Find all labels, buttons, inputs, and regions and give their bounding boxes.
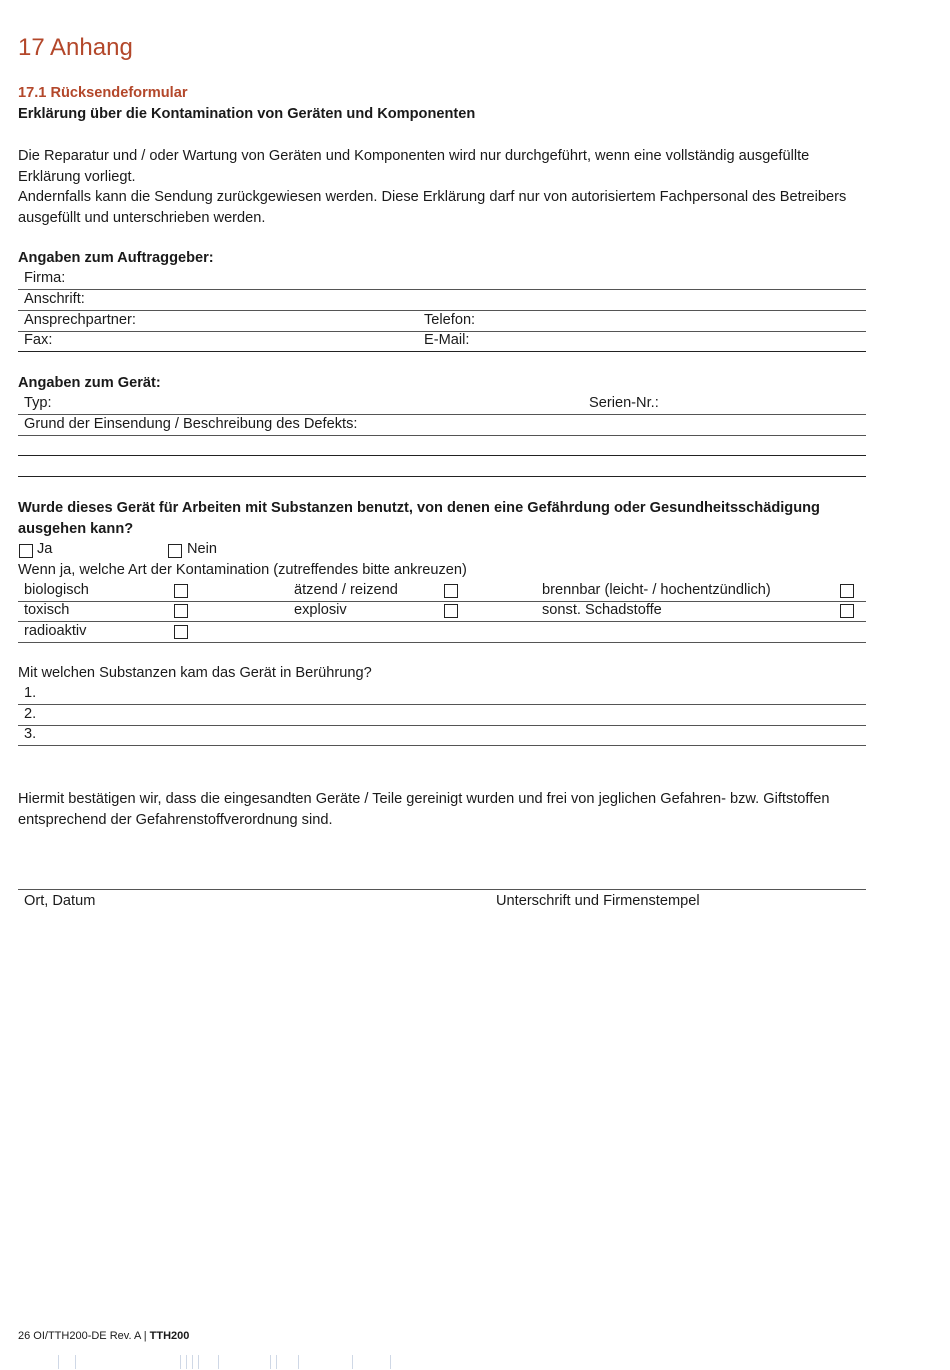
typ-label: Typ: [24,395,52,411]
grund-line-2[interactable] [18,435,866,456]
anschrift-label: Anschrift: [24,291,85,307]
anschrift-row[interactable] [18,290,866,311]
toxisch-checkbox[interactable] [174,604,188,618]
aetzend-label: ätzend / reizend [294,582,398,598]
biologisch-label: biologisch [24,582,89,598]
registration-mark [192,1355,193,1369]
grund-line-3[interactable] [18,456,866,477]
brennbar-checkbox[interactable] [840,584,854,598]
sonst-checkbox[interactable] [840,604,854,618]
substance-row-3[interactable] [18,725,866,746]
radioaktiv-checkbox[interactable] [174,625,188,639]
chapter-title: 17 Anhang [18,34,133,61]
confirmation-line: Hiermit bestätigen wir, dass die eingesandten Geräte / Teile gereinigt wurden und frei von jeglichen Gefahren- bzw. Giftstoffen [18,791,830,807]
registration-mark [352,1355,353,1369]
footer-page-ref: 26 OI/TTH200-DE Rev. A | [18,1330,150,1342]
explosiv-checkbox[interactable] [444,604,458,618]
ansprechpartner-row[interactable] [18,311,866,332]
confirmation-paragraph [18,789,898,830]
contamination-row-1 [18,581,866,602]
registration-mark [270,1355,271,1369]
hazard-question [18,498,898,539]
question-line: ausgehen kann? [18,520,134,537]
substance-number: 1. [24,685,37,701]
intro-paragraph [18,146,898,228]
ja-checkbox[interactable] [19,544,33,558]
grund-row[interactable] [18,415,866,436]
fax-label: Fax: [24,332,53,348]
radioaktiv-label: radioaktiv [24,623,87,639]
device-heading: Angaben zum Gerät: [18,375,161,391]
registration-mark [198,1355,199,1369]
substance-number: 2. [24,706,37,722]
substance-number: 3. [24,726,37,742]
contamination-row-3 [18,622,866,643]
signature-label: Unterschrift und Firmenstempel [496,893,700,909]
email-label: E-Mail: [424,332,470,348]
ort-datum-label: Ort, Datum [24,893,96,909]
sonst-label: sonst. Schadstoffe [542,602,662,618]
firma-label: Firma: [24,270,66,286]
serien-label: Serien-Nr.: [589,395,659,411]
registration-mark [298,1355,299,1369]
section-title: 17.1 Rücksendeformular [18,85,188,101]
biologisch-checkbox[interactable] [174,584,188,598]
nein-label: Nein [187,541,218,557]
ansprechpartner-label: Ansprechpartner: [24,312,136,328]
aetzend-checkbox[interactable] [444,584,458,598]
registration-mark [276,1355,277,1369]
confirmation-line: entsprechend der Gefahrenstoffverordnung sind. [18,811,333,828]
ja-label: Ja [37,541,53,557]
substances-heading: Mit welchen Substanzen kam das Gerät in Berührung? [18,665,372,681]
registration-mark [58,1355,59,1369]
intro-line: Erklärung vorliegt. [18,168,136,185]
firma-row[interactable] [18,269,866,290]
registration-mark [218,1355,219,1369]
client-heading: Angaben zum Auftraggeber: [18,250,214,266]
form-subtitle: Erklärung über die Kontamination von Geräten und Komponenten [18,106,476,122]
registration-mark [75,1355,76,1369]
telefon-label: Telefon: [424,312,476,328]
question-line: Wurde dieses Gerät für Arbeiten mit Substanzen benutzt, von denen eine Gefährdung oder Gesundheitsschädigung [18,500,820,516]
registration-mark [186,1355,187,1369]
signature-line[interactable] [18,889,866,890]
contamination-prompt: Wenn ja, welche Art der Kontamination (zutreffendes bitte ankreuzen) [18,562,467,578]
intro-line: Andernfalls kann die Sendung zurückgewiesen werden. Diese Erklärung darf nur von autorisiertem Fachpersonal des Betreibers [18,189,847,206]
explosiv-label: explosiv [294,602,347,618]
nein-checkbox[interactable] [168,544,182,558]
footer-product: TTH200 [149,1330,190,1342]
page-footer [18,1330,189,1342]
typ-row[interactable] [18,394,866,415]
toxisch-label: toxisch [24,602,70,618]
substance-row-2[interactable] [18,705,866,726]
substance-row-1[interactable] [18,684,866,705]
fax-row[interactable] [18,331,866,352]
contamination-row-2 [18,601,866,622]
intro-line: Die Reparatur und / oder Wartung von Geräten und Komponenten wird nur durchgeführt, wenn eine vollständig ausgefüllte [18,148,810,164]
intro-line: ausgefüllt und unterschrieben werden. [18,209,266,226]
grund-label: Grund der Einsendung / Beschreibung des Defekts: [24,416,358,432]
brennbar-label: brennbar (leicht- / hochentzündlich) [542,582,771,598]
registration-mark [180,1355,181,1369]
registration-mark [390,1355,391,1369]
